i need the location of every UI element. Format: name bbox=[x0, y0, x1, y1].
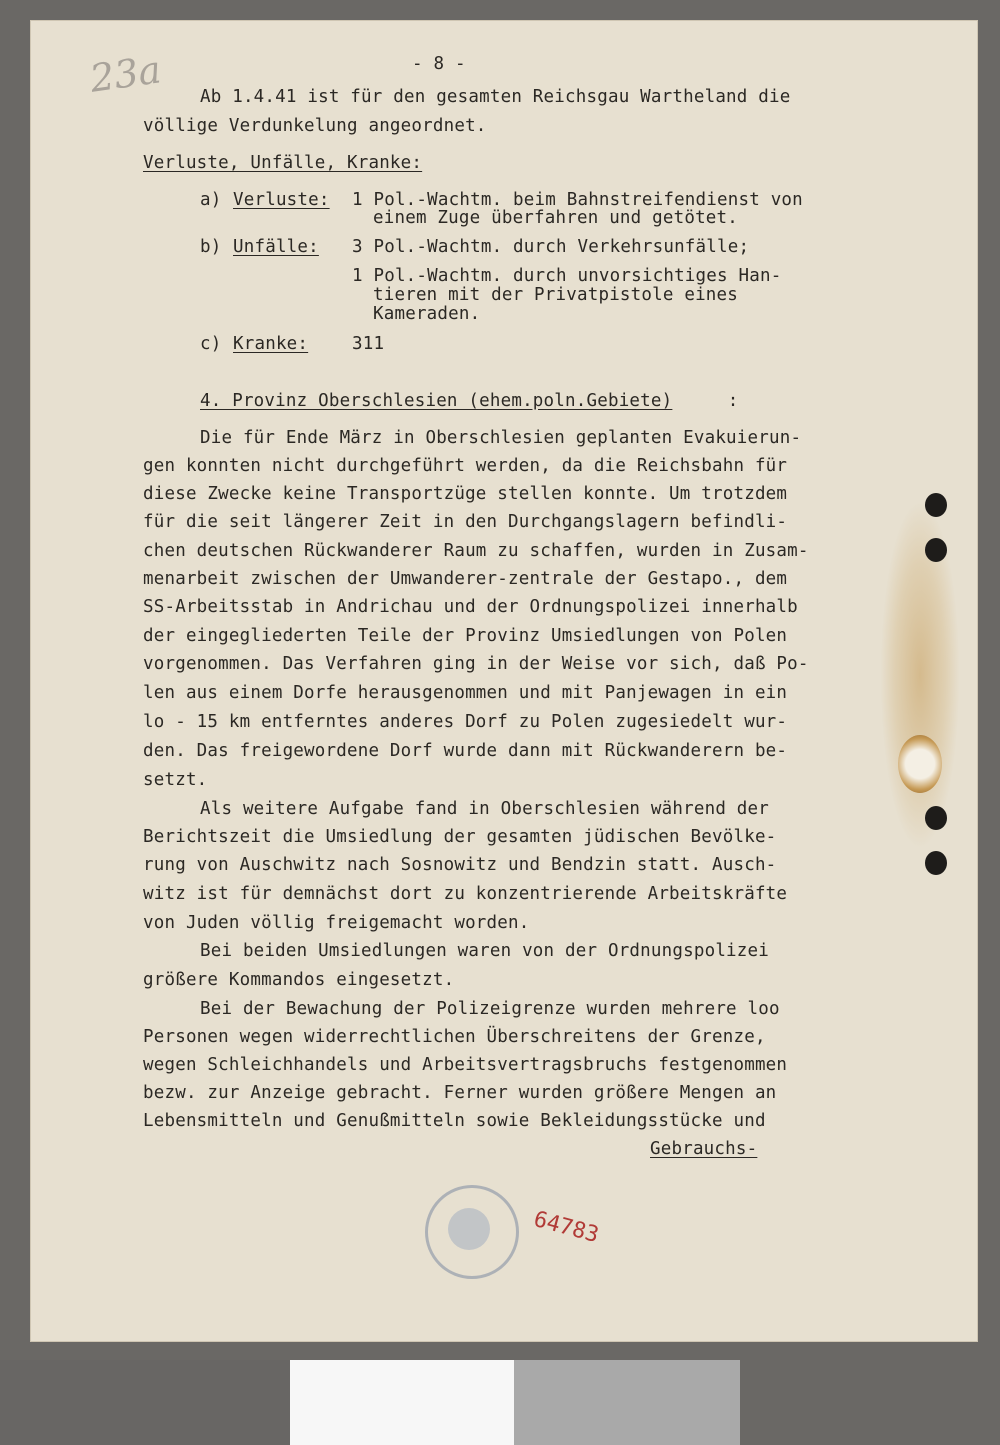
text-line: Bei der Bewachung der Polizeigrenze wurden mehrere loo bbox=[200, 999, 780, 1019]
text-line: Bei beiden Umsiedlungen waren von der Ordnungspolizei bbox=[200, 941, 770, 961]
text-line: Gebrauchs- bbox=[650, 1139, 758, 1159]
text-line: setzt. bbox=[143, 770, 208, 790]
text-line: tieren mit der Privatpistole eines bbox=[373, 285, 739, 305]
color-calibration-grey bbox=[514, 1360, 740, 1445]
text-line: bezw. zur Anzeige gebracht. Ferner wurden größere Mengen an bbox=[143, 1083, 777, 1103]
punch-hole bbox=[925, 806, 947, 830]
text-line: Als weitere Aufgabe fand in Oberschlesien während der bbox=[200, 799, 770, 819]
text-line: der eingegliederten Teile der Provinz Umsiedlungen von Polen bbox=[143, 626, 788, 646]
text-line: diese Zwecke keine Transportzüge stellen konnte. Um trotzdem bbox=[143, 484, 788, 504]
text-line: einem Zuge überfahren und getötet. bbox=[373, 208, 739, 228]
text-line: Personen wegen widerrechtlichen Überschreitens der Grenze, bbox=[143, 1027, 766, 1047]
archive-number: 64783 bbox=[530, 1206, 602, 1249]
text-line: 311 bbox=[352, 334, 385, 354]
text-line: SS-Arbeitsstab in Andrichau und der Ordnungspolizei innerhalb bbox=[143, 597, 798, 617]
text-line: Berichtszeit die Umsiedlung der gesamten jüdischen Bevölke- bbox=[143, 827, 777, 847]
text-line: c) bbox=[200, 334, 233, 354]
text-line: len aus einem Dorfe herausgenommen und mit Panjewagen in ein bbox=[143, 683, 788, 703]
text-line: völlige Verdunkelung angeordnet. bbox=[143, 116, 487, 136]
text-line: Ab 1.4.41 ist für den gesamten Reichsgau Wartheland die bbox=[200, 87, 791, 107]
text-line: 3 Pol.-Wachtm. durch Verkehrsunfälle; bbox=[352, 237, 750, 257]
text-line: : bbox=[717, 391, 739, 411]
text-line: den. Das freigewordene Dorf wurde dann mit Rückwanderern be- bbox=[143, 741, 788, 761]
text-line: für die seit längerer Zeit in den Durchgangslagern befindli- bbox=[143, 512, 788, 532]
text-line: 1 Pol.-Wachtm. durch unvorsichtiges Han- bbox=[352, 266, 782, 286]
text-line: rung von Auschwitz nach Sosnowitz und Bendzin statt. Ausch- bbox=[143, 855, 777, 875]
text-line: Kranke: bbox=[233, 334, 309, 354]
text-line: wegen Schleichhandels und Arbeitsvertragsbruchs festgenommen bbox=[143, 1055, 788, 1075]
punch-hole bbox=[925, 493, 947, 517]
text-line: gen konnten nicht durchgeführt werden, da die Reichsbahn für bbox=[143, 456, 788, 476]
burn-hole bbox=[898, 735, 942, 793]
text-line: Die für Ende März in Oberschlesien geplanten Evakuierun- bbox=[200, 428, 802, 448]
text-line: Verluste: bbox=[233, 190, 330, 210]
archive-stamp bbox=[425, 1185, 519, 1279]
punch-hole bbox=[925, 851, 947, 875]
text-line: 4. Provinz Oberschlesien (ehem.poln.Gebiete) bbox=[200, 391, 673, 411]
punch-hole bbox=[925, 538, 947, 562]
text-line: vorgenommen. Das Verfahren ging in der Weise vor sich, daß Po- bbox=[143, 654, 809, 674]
text-line: 1 Pol.-Wachtm. beim Bahnstreifendienst von bbox=[352, 190, 803, 210]
page-number: - 8 - bbox=[412, 54, 466, 74]
text-line: Lebensmitteln und Genußmitteln sowie Bekleidungsstücke und bbox=[143, 1111, 766, 1131]
text-line: witz ist für demnächst dort zu konzentrierende Arbeitskräfte bbox=[143, 884, 788, 904]
text-line: Kameraden. bbox=[373, 304, 481, 324]
text-line: chen deutschen Rückwanderer Raum zu schaffen, wurden in Zusam- bbox=[143, 541, 809, 561]
background-strip-dark bbox=[0, 1360, 290, 1445]
text-line: b) bbox=[200, 237, 233, 257]
handwritten-note: 23a bbox=[87, 47, 164, 101]
text-line: lo - 15 km entferntes anderes Dorf zu Polen zugesiedelt wur- bbox=[143, 712, 788, 732]
text-line: von Juden völlig freigemacht worden. bbox=[143, 913, 530, 933]
color-calibration-white bbox=[290, 1360, 514, 1445]
text-line: Verluste, Unfälle, Kranke: bbox=[143, 153, 423, 173]
text-line: a) bbox=[200, 190, 233, 210]
text-line: größere Kommandos eingesetzt. bbox=[143, 970, 455, 990]
text-line: Unfälle: bbox=[233, 237, 319, 257]
text-line: menarbeit zwischen der Umwanderer-zentrale der Gestapo., dem bbox=[143, 569, 788, 589]
